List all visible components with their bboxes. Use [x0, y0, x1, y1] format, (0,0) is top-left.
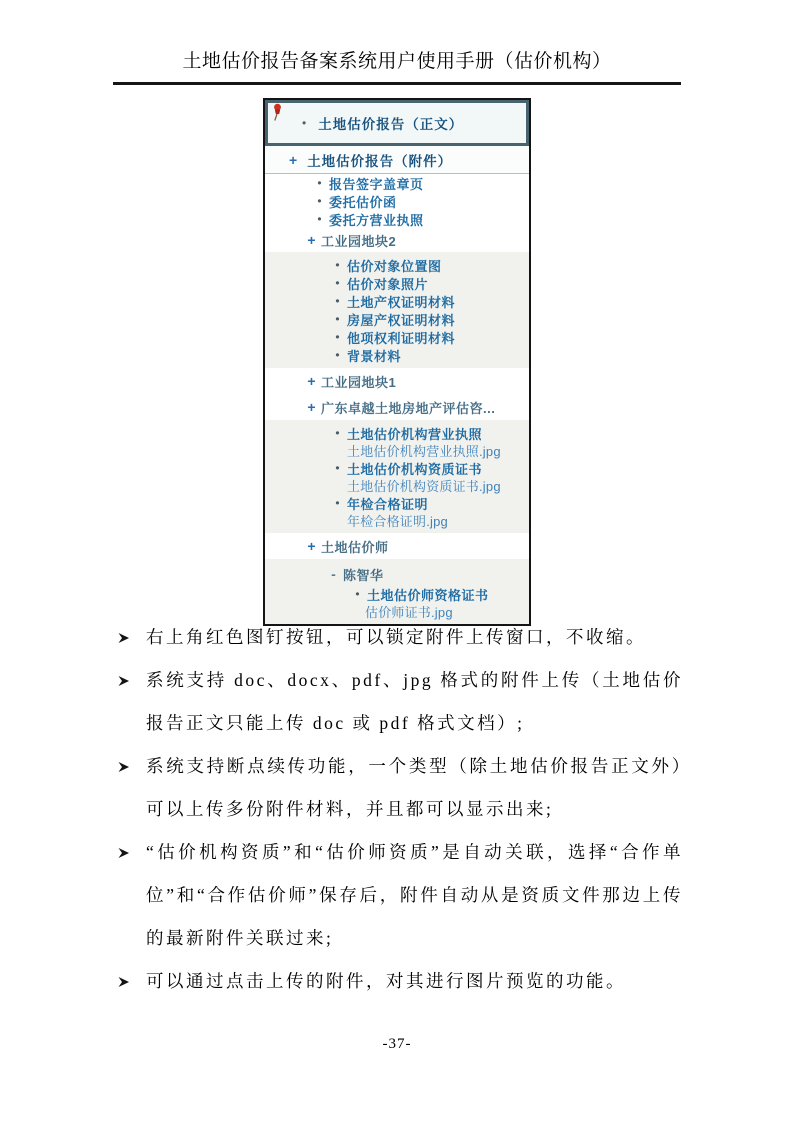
tree-group-appraisers[interactable]: [265, 533, 529, 559]
tree-subpanel-agency: [265, 420, 529, 533]
tree-item-agency-license[interactable]: [265, 424, 529, 442]
note-arrow-icon: [117, 960, 146, 1003]
note-item: [117, 659, 683, 745]
tree-item-label: 年检合格证明: [347, 496, 429, 512]
tree-item-land-rights[interactable]: [265, 292, 529, 310]
bullet-icon: •: [335, 348, 340, 362]
attachment-tree: [263, 98, 531, 626]
bullet-icon: •: [317, 176, 322, 190]
bullet-icon: •: [335, 330, 340, 344]
tree-item-label: 土地估价报告（正文）: [318, 117, 464, 132]
tree-item-label: 委托估价函: [329, 194, 397, 210]
tree-item-label: 房屋产权证明材料: [347, 312, 456, 328]
expand-icon[interactable]: +: [307, 399, 316, 415]
tree-item-client-license[interactable]: [265, 210, 529, 228]
tree-item-label: 工业园地块2: [321, 233, 397, 249]
tree-group-parcel1[interactable]: [265, 368, 529, 394]
tree-item-label: 土地估价机构资质证书: [347, 461, 483, 477]
note-text: 右上角红色图钉按钮，可以锁定附件上传窗口，不收缩。: [146, 627, 646, 647]
bullet-icon: •: [317, 212, 322, 226]
tree-item-appraiser-cert[interactable]: [265, 585, 529, 603]
tree-item-object-photos[interactable]: [265, 274, 529, 292]
tree-item-label: 土地估价师: [321, 539, 389, 555]
bullet-icon: •: [335, 426, 340, 440]
bullet-icon: •: [335, 294, 340, 308]
tree-item-agency-cert[interactable]: [265, 459, 529, 477]
bullet-icon: •: [335, 496, 340, 510]
tree-root-attachments[interactable]: [265, 146, 529, 174]
note-item: [117, 960, 683, 1003]
tree-item-label: 土地估价机构营业执照: [347, 426, 483, 442]
file-label: 土地估价机构营业执照.jpg: [347, 444, 501, 459]
note-text: 系统支持 doc、docx、pdf、jpg 格式的附件上传（土地估价报告正文只能上传 doc 或 pdf 格式文档）;: [146, 670, 683, 733]
file-label: 土地估价机构资质证书.jpg: [347, 479, 501, 494]
file-agency-cert[interactable]: [265, 477, 529, 494]
tree-item-main-report[interactable]: [265, 100, 529, 146]
bullet-icon: •: [355, 587, 360, 601]
tree-group-appraiser-person[interactable]: [265, 563, 529, 585]
note-text: 可以通过点击上传的附件，对其进行图片预览的功能。: [146, 971, 626, 991]
tree-item-label: 土地估价报告（附件）: [307, 153, 453, 169]
tree-item-label: 土地产权证明材料: [347, 294, 456, 310]
file-label: 年检合格证明.jpg: [347, 514, 448, 529]
page-number: -37-: [382, 1036, 412, 1052]
tree-subpanel-appraiser: [265, 559, 529, 624]
tree-item-label: 土地估价师资格证书: [367, 587, 489, 603]
note-arrow-icon: [117, 616, 146, 659]
note-item: [117, 745, 683, 831]
tree-item-signature-page[interactable]: [265, 174, 529, 192]
pushpin-icon[interactable]: [270, 103, 285, 125]
tree-item-label: 他项权利证明材料: [347, 330, 456, 346]
tree-item-annual-check[interactable]: [265, 494, 529, 512]
tree-item-house-rights[interactable]: [265, 310, 529, 328]
tree-item-background[interactable]: [265, 346, 529, 364]
expand-icon[interactable]: +: [289, 151, 298, 168]
tree-item-label: 陈智华: [343, 567, 384, 583]
note-arrow-icon: [117, 659, 146, 702]
file-label: 估价师证书.jpg: [365, 605, 453, 620]
tree-item-label: 委托方营业执照: [329, 212, 424, 228]
tree-item-location-map[interactable]: [265, 256, 529, 274]
tree-group-agency[interactable]: [265, 394, 529, 420]
bullet-icon: •: [335, 258, 340, 272]
page-title: 土地估价报告备案系统用户使用手册（估价机构）: [113, 46, 681, 85]
file-annual-check[interactable]: [265, 512, 529, 529]
note-text: “估价机构资质”和“估价师资质”是自动关联，选择“合作单位”和“合作估价师”保存后，附件自动从是资质文件那边上传的最新附件关联过来;: [146, 842, 683, 948]
tree-item-label: 估价对象照片: [347, 276, 429, 292]
tree-subpanel-parcel2: [265, 252, 529, 368]
expand-icon[interactable]: +: [307, 232, 316, 248]
file-agency-license[interactable]: [265, 442, 529, 459]
note-item: [117, 831, 683, 960]
notes-list: [117, 616, 683, 1003]
note-item: [117, 616, 683, 659]
tree-item-entrust-letter[interactable]: [265, 192, 529, 210]
tree-item-label: 背景材料: [347, 348, 402, 364]
bullet-icon: •: [335, 276, 340, 290]
bullet-icon: •: [317, 194, 322, 208]
tree-item-label: 估价对象位置图: [347, 258, 442, 274]
note-arrow-icon: [117, 745, 146, 788]
collapse-icon[interactable]: -: [331, 566, 336, 582]
expand-icon[interactable]: +: [307, 373, 316, 389]
tree-item-label: 广东卓越土地房地产评估咨...: [321, 400, 496, 416]
tree-item-label: 工业园地块1: [321, 374, 397, 390]
tree-item-label: 报告签字盖章页: [329, 176, 424, 192]
bullet-icon: •: [302, 116, 307, 130]
expand-icon[interactable]: +: [307, 538, 316, 554]
tree-item-other-rights[interactable]: [265, 328, 529, 346]
bullet-icon: •: [335, 312, 340, 326]
note-arrow-icon: [117, 831, 146, 874]
note-text: 系统支持断点续传功能，一个类型（除土地估价报告正文外）可以上传多份附件材料，并且都可以显示出来;: [146, 756, 683, 819]
tree-group-parcel2[interactable]: [265, 228, 529, 252]
bullet-icon: •: [335, 461, 340, 475]
